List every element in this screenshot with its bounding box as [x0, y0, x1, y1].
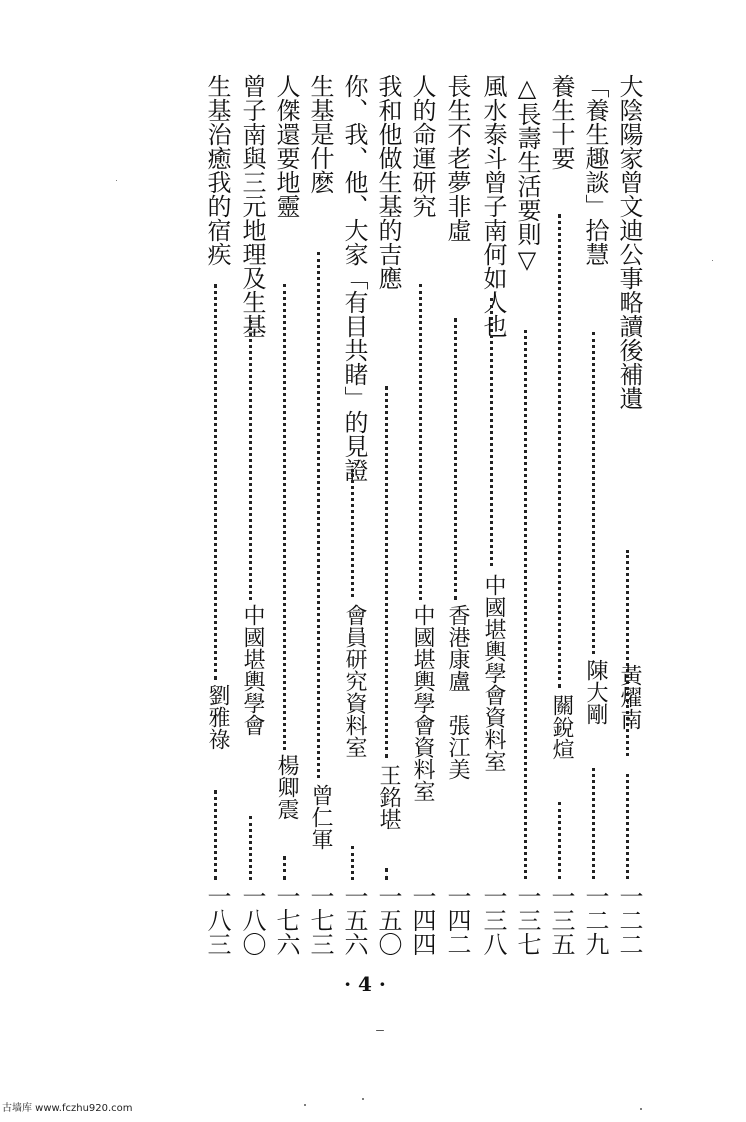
toc-entry [269, 74, 303, 964]
toc-entry-title: 生基是什麽 [306, 74, 334, 194]
toc-entry [200, 74, 234, 964]
page-number: · 4 · [344, 972, 386, 996]
dot-leader [592, 332, 601, 654]
dot-leader [592, 768, 601, 879]
dot-leader [454, 318, 463, 600]
toc-entry [544, 74, 578, 964]
toc-entry-page: 一四二 [443, 884, 471, 956]
toc-entry-page: 一五六 [340, 884, 368, 956]
toc-entry-author: 陳大剛 [583, 659, 608, 725]
dot-leader [558, 802, 567, 879]
toc-entry [235, 74, 269, 964]
toc-entry [612, 74, 646, 964]
dot-leader [351, 846, 360, 880]
toc-entry-page: 一八三 [203, 884, 231, 956]
toc-entry-page: 一三八 [479, 884, 507, 956]
toc-entry-page: 一七三 [306, 884, 334, 956]
dot-leader [490, 298, 499, 566]
toc-entry-author: 劉雅祿 [205, 684, 230, 750]
dot-leader [249, 320, 258, 600]
toc-entry [578, 74, 612, 964]
toc-entry-page: 一七六 [272, 884, 300, 956]
toc-entry-page: 一三七 [513, 884, 541, 956]
scan-speck [376, 1030, 384, 1031]
toc-entry-page: 一三五 [547, 884, 575, 956]
toc-entry-title: △長壽生活要則▽ [513, 74, 541, 274]
toc-entry [405, 74, 439, 964]
dot-leader [419, 284, 428, 600]
toc-entry-author: 關銳煊 [549, 694, 574, 760]
scan-speck [362, 1098, 364, 1100]
toc-entry-author: 黃燿南 [617, 664, 642, 730]
toc-entry-title: 你、我、他、大家「有目共睹」的見證 [340, 74, 368, 482]
dot-leader [214, 284, 223, 680]
toc-entry-author: 會員研究資料室 [342, 604, 367, 758]
toc-entry [476, 74, 510, 964]
scan-speck [116, 180, 117, 181]
toc-entry-page: 一八〇 [238, 884, 266, 956]
toc-entry-page: 一四四 [408, 884, 436, 956]
dot-leader [626, 774, 635, 879]
toc-entry-author: 中國堪輿學會資料室 [481, 574, 506, 772]
toc-entry-author: 曾仁軍 [308, 784, 333, 850]
dot-leader [283, 856, 292, 880]
dot-leader [214, 790, 223, 880]
dot-leader [524, 330, 533, 879]
dot-leader [317, 252, 326, 778]
toc-entry-title: 養生十要 [547, 74, 575, 170]
scan-speck [304, 1104, 306, 1106]
toc-entry [303, 74, 337, 964]
toc-entry-title: 人傑還要地靈 [272, 74, 300, 218]
toc-entry-title: 人的命運研究 [408, 74, 436, 218]
dot-leader [351, 469, 360, 597]
toc-entry-title: 我和他做生基的吉應 [374, 74, 402, 290]
toc-entry-title: 曾子南與三元地理及生基 [238, 74, 266, 338]
scan-speck [712, 260, 713, 261]
toc-entry-title: 生基治癒我的宿疾 [203, 74, 231, 266]
toc-entry-title: 長生不老夢非虛 [443, 74, 471, 242]
toc-entry-title: 「養生趣談」拾慧 [581, 74, 609, 266]
toc-entry-author: 王銘堪 [376, 764, 401, 830]
dot-leader [249, 816, 258, 880]
toc-entry-page: 一二九 [581, 884, 609, 956]
toc-entry-author: 中國堪輿學會資料室 [410, 604, 435, 802]
toc-entry-author: 香港康盧 張江美 [445, 604, 470, 780]
dot-leader [283, 284, 292, 750]
dot-leader [385, 386, 394, 758]
toc-entry-author: 楊卿震 [274, 754, 299, 820]
toc-entry-page: 一二二 [615, 884, 643, 956]
site-watermark: 古墙库 www.fczhu920.com [2, 1103, 133, 1114]
toc-entry [510, 74, 544, 964]
toc-entry [337, 74, 371, 964]
toc-entry-title: 風水泰斗曾子南何如人也 [479, 74, 507, 338]
toc-entry [371, 74, 405, 964]
dot-leader [385, 868, 394, 880]
toc-entry-author: 中國堪輿學會 [240, 604, 265, 736]
toc-entry [440, 74, 474, 964]
dot-leader [558, 214, 567, 688]
toc-entry-page: 一五〇 [374, 884, 402, 956]
toc-entry-title: 大陰陽家曾文迪公事略讀後補遺 [615, 74, 643, 410]
scan-speck [640, 1108, 642, 1110]
